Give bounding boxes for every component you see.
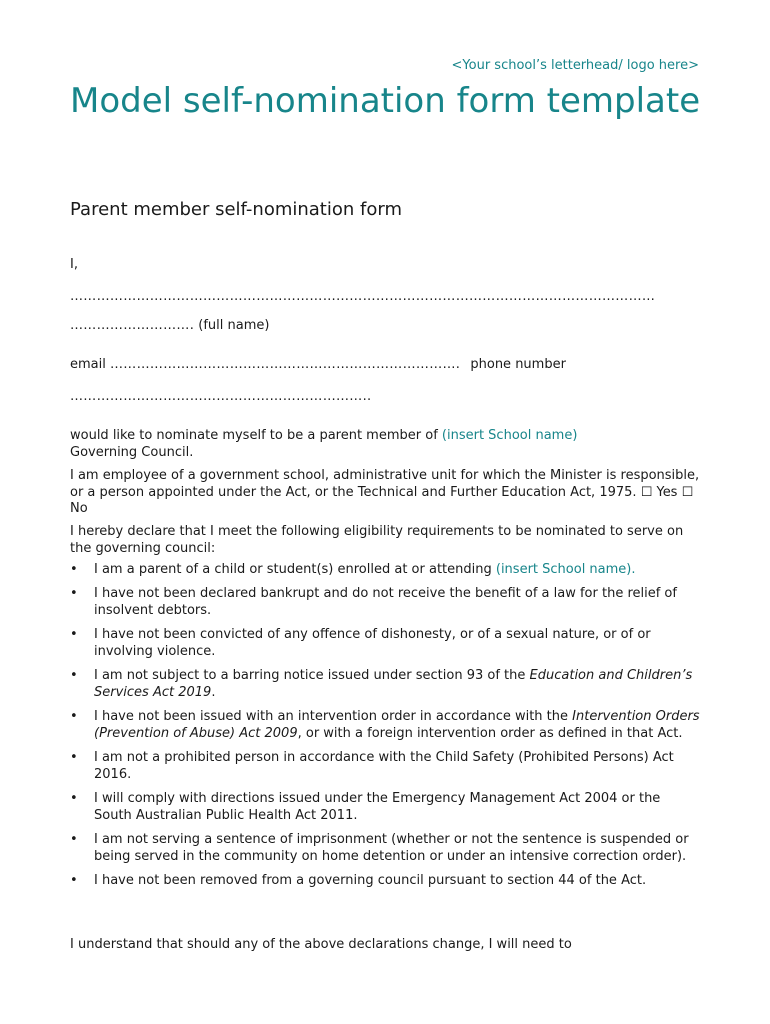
bullet-icon: •: [70, 831, 78, 847]
list-item: [70, 790, 702, 825]
requirement-text: I am not subject to a barring notice issued under section 93 of the: [94, 667, 530, 683]
bullet-icon: •: [70, 708, 78, 724]
requirements-list: [70, 561, 702, 895]
governing-council-text: Governing Council.: [70, 444, 194, 460]
nominate-text: would like to nominate myself to be a parent member of: [70, 428, 442, 443]
form-subtitle: Parent member self-nomination form: [70, 199, 402, 220]
declare-intro: I hereby declare that I meet the following eligibility requirements to be nominated to serve on the governing council:: [70, 524, 684, 556]
bullet-icon: •: [70, 626, 78, 642]
list-item: [70, 667, 702, 702]
bullet-icon: •: [70, 872, 78, 888]
full-name-dots: ……………………….: [70, 318, 195, 333]
requirement-text: I have not been convicted of any offence of dishonesty, or of a sexual nature, or of or involving violence.: [94, 626, 651, 659]
requirement-text: I have not been declared bankrupt and do not receive the benefit of a law for the relief of insolvent debtors.: [94, 585, 677, 618]
bullet-icon: •: [70, 790, 78, 806]
understand-statement: I understand that should any of the above declarations change, I will need to: [70, 937, 572, 952]
contact-line: [70, 357, 566, 373]
requirement-text: I am not serving a sentence of imprisonment (whether or not the sentence is suspended or being served in the community on home detention or under an intensive correction order).: [94, 831, 689, 864]
list-item: [70, 749, 702, 784]
email-label: email: [70, 357, 106, 372]
employee-text: I am employee of a government school, administrative unit for which the Minister is responsible, or a person appointed under the Act, or the Technical and Further Education Act, 1975.: [70, 468, 700, 500]
bullet-icon: •: [70, 667, 78, 683]
requirement-text: I am a parent of a child or student(s) enrolled at or attending: [94, 562, 496, 577]
bullet-icon: •: [70, 749, 78, 765]
employee-statement: [70, 468, 702, 518]
act-title: Education and Children’s Services Act 2019: [94, 667, 693, 700]
phone-label: phone number: [470, 357, 566, 372]
list-item: [70, 585, 702, 620]
i-label: I,: [70, 257, 78, 272]
full-name-field-line-2[interactable]: [70, 318, 269, 334]
full-name-label: (full name): [198, 318, 270, 333]
requirement-text: I am not a prohibited person in accordance with the Child Safety (Prohibited Persons) Act 2016.: [94, 749, 674, 782]
requirement-text-end: , or with a foreign intervention order as defined in that Act.: [297, 726, 683, 741]
school-name-placeholder: (insert School name): [441, 428, 578, 443]
requirement-text: I have not been removed from a governing council pursuant to section 44 of the Act.: [94, 872, 647, 888]
checkbox-no[interactable]: ☐ No: [70, 484, 694, 516]
requirement-text-end: .: [211, 685, 216, 700]
nominate-statement: [70, 428, 702, 461]
phone-field[interactable]: …………………………………………………………..: [70, 389, 372, 404]
list-item: [70, 626, 702, 661]
letterhead-placeholder: <Your school’s letterhead/ logo here>: [451, 58, 699, 73]
list-item: [70, 872, 702, 890]
full-name-field-line-1[interactable]: ……………………………………………………………………………………………………………………: [70, 289, 656, 304]
checkbox-yes[interactable]: ☐ Yes: [640, 484, 678, 500]
list-item: [70, 561, 702, 579]
email-field[interactable]: …………………………………………………………………….: [110, 357, 461, 372]
page-title: Model self-nomination form template: [70, 81, 701, 121]
list-item: [70, 708, 702, 743]
list-item: [70, 831, 702, 866]
bullet-icon: •: [70, 585, 78, 601]
requirement-text: I have not been issued with an intervention order in accordance with the: [94, 708, 573, 724]
requirement-text: I will comply with directions issued under the Emergency Management Act 2004 or the South Australian Public Health Act 2011.: [94, 790, 661, 823]
bullet-icon: •: [70, 562, 78, 577]
act-title: Intervention Orders (Prevention of Abuse) Act 2009: [94, 708, 700, 741]
school-name-placeholder: (insert School name).: [495, 562, 636, 577]
